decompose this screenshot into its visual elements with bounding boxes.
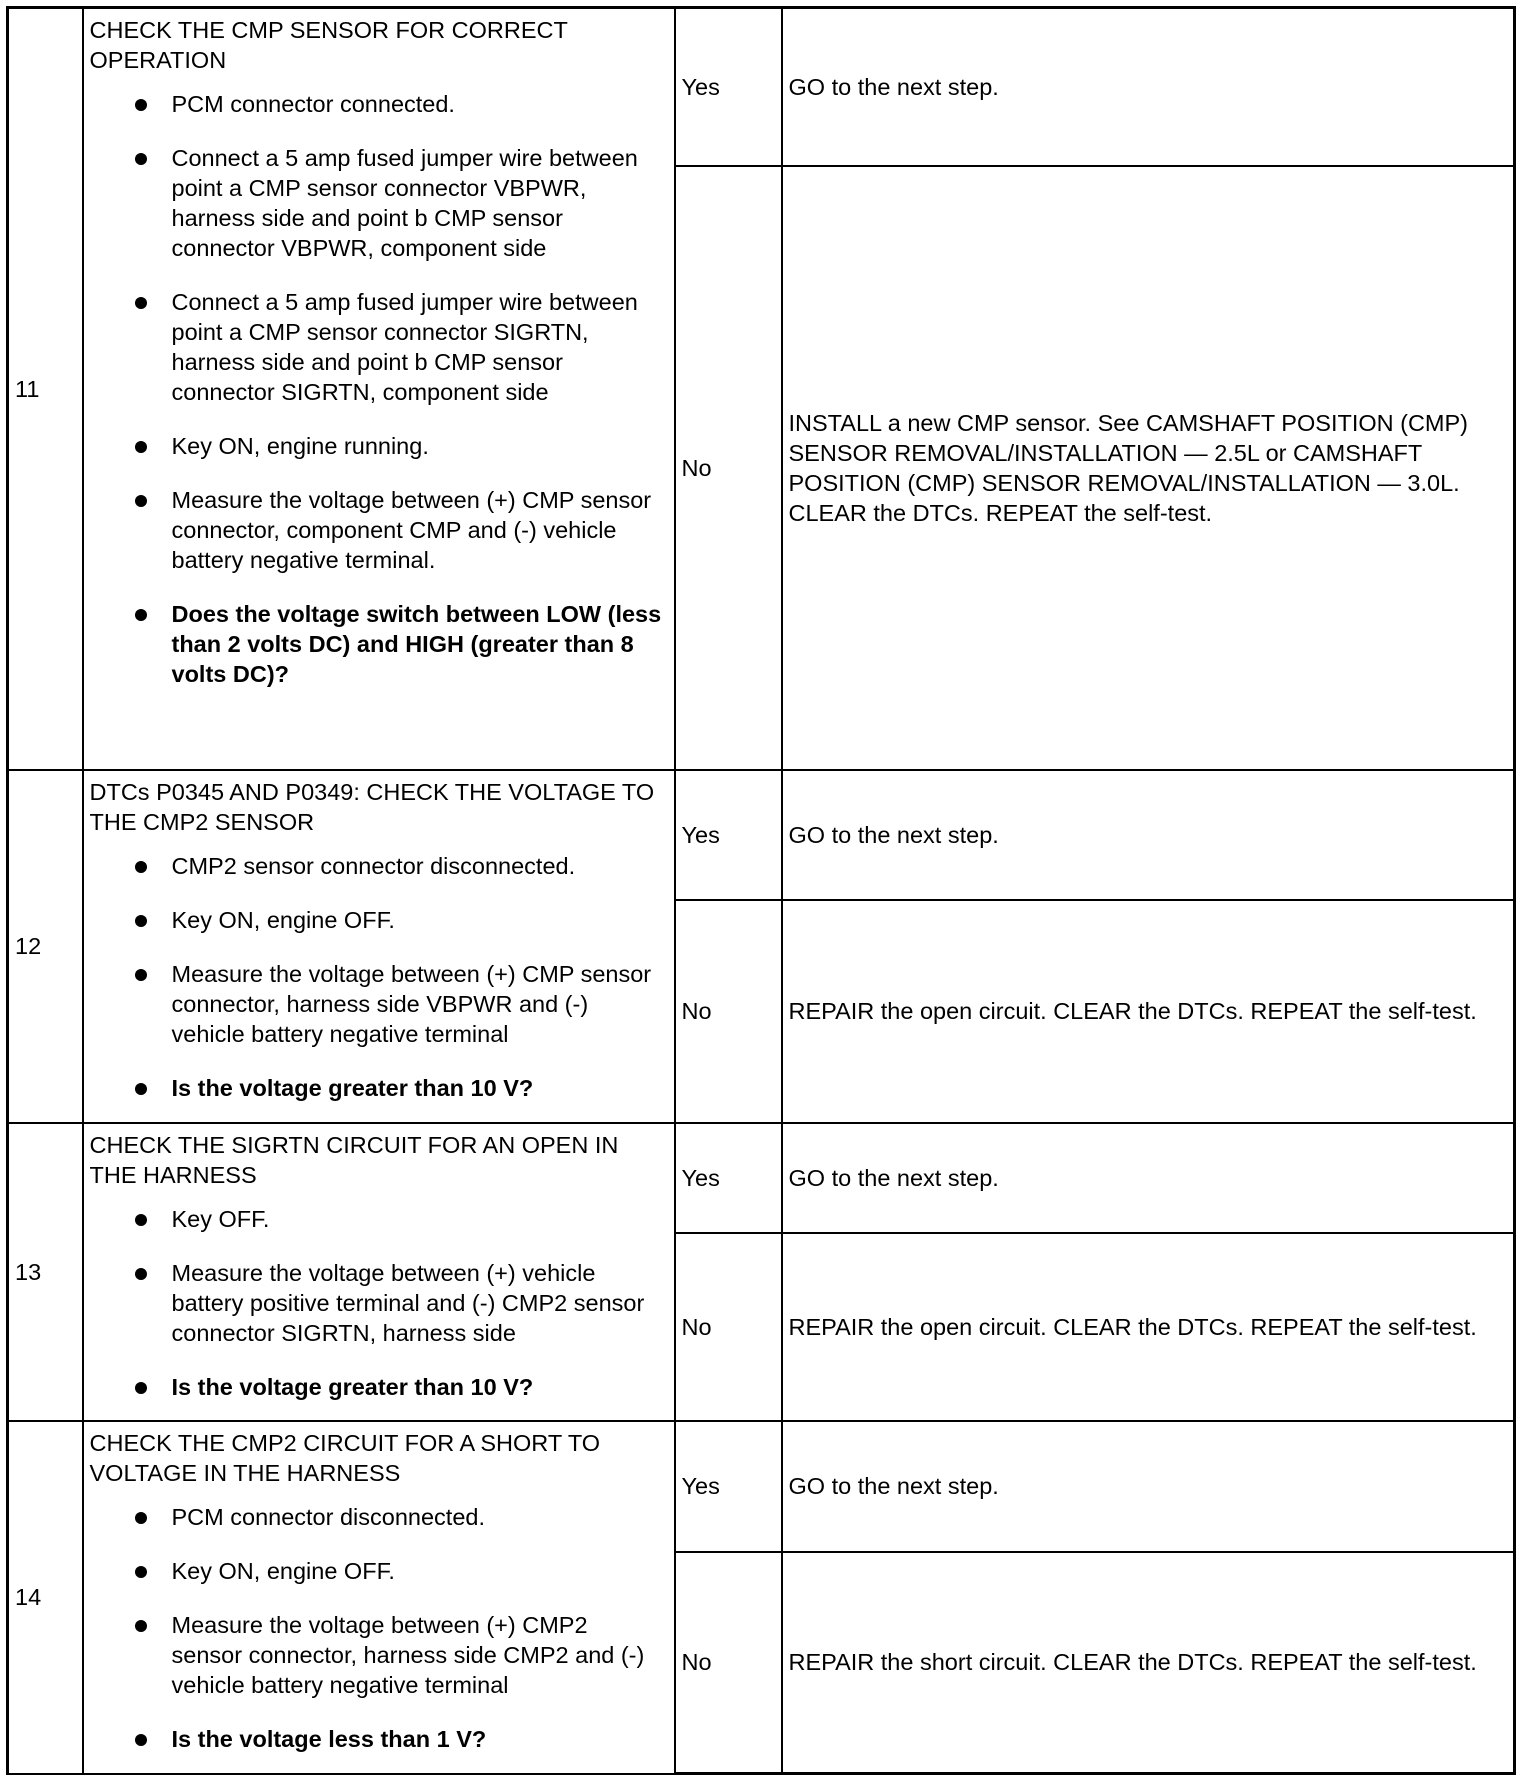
action-item: CMP2 sensor connector disconnected. (90, 851, 664, 881)
test-step-cell (83, 8, 675, 770)
step-number: 11 (8, 8, 83, 770)
answer-yes: Yes (675, 1123, 782, 1233)
step-14-yes-row (8, 1421, 1515, 1552)
step-11-yes-row (8, 8, 1515, 166)
test-step-title: CHECK THE CMP SENSOR FOR CORRECT OPERATION (89, 17, 568, 73)
test-step-actions (90, 89, 664, 689)
answer-yes: Yes (675, 770, 782, 900)
action-item: Key ON, engine running. (90, 431, 664, 461)
result-no: INSTALL a new CMP sensor. See CAMSHAFT POSITION (CMP) SENSOR REMOVAL/INSTALLATION — 2.5L or CAMSHAFT POSITION (CMP) SENSOR REMOVAL/INSTALLATION — 3.0L. CLEAR the DTCs. REPEAT the self-test. (782, 166, 1515, 770)
action-item: Key ON, engine OFF. (90, 905, 664, 935)
result-yes: GO to the next step. (782, 1123, 1515, 1233)
test-step-cell (83, 1421, 675, 1774)
result-yes: GO to the next step. (782, 8, 1515, 166)
action-item: Connect a 5 amp fused jumper wire between point a CMP sensor connector VBPWR, harness side and point b CMP sensor connector VBPWR, component side (90, 143, 664, 263)
answer-yes: Yes (675, 1421, 782, 1552)
test-question: Is the voltage greater than 10 V? (90, 1073, 664, 1103)
action-item: Measure the voltage between (+) vehicle battery positive terminal and (-) CMP2 sensor connector SIGRTN, harness side (90, 1258, 664, 1348)
action-item: Connect a 5 amp fused jumper wire between point a CMP sensor connector SIGRTN, harness side and point b CMP sensor connector SIGRTN, component side (90, 287, 664, 407)
result-no: REPAIR the open circuit. CLEAR the DTCs. REPEAT the self-test. (782, 900, 1515, 1123)
result-yes: GO to the next step. (782, 1421, 1515, 1552)
test-question: Is the voltage less than 1 V? (90, 1724, 664, 1754)
test-step-actions (90, 1204, 664, 1402)
test-step-title: DTCs P0345 AND P0349: CHECK THE VOLTAGE TO THE CMP2 SENSOR (89, 778, 655, 835)
test-step-cell (83, 770, 675, 1123)
action-item: Measure the voltage between (+) CMP2 sensor connector, harness side CMP2 and (-) vehicle battery negative terminal (90, 1610, 664, 1700)
test-step-title: CHECK THE CMP2 CIRCUIT FOR A SHORT TO VOLTAGE IN THE HARNESS (89, 1429, 601, 1486)
action-item: Measure the voltage between (+) CMP sensor connector, harness side VBPWR and (-) vehicle battery negative terminal (90, 959, 664, 1049)
action-item: Key ON, engine OFF. (90, 1556, 664, 1586)
answer-no: No (675, 900, 782, 1123)
test-question: Does the voltage switch between LOW (less than 2 volts DC) and HIGH (greater than 8 volts DC)? (90, 599, 664, 689)
step-12-yes-row (8, 770, 1515, 900)
answer-yes: Yes (675, 8, 782, 166)
result-yes: GO to the next step. (782, 770, 1515, 900)
answer-no: No (675, 1552, 782, 1774)
test-step-cell (83, 1123, 675, 1421)
step-number: 12 (8, 770, 83, 1123)
test-step-actions (90, 1502, 664, 1754)
result-no: REPAIR the short circuit. CLEAR the DTCs. REPEAT the self-test. (782, 1552, 1515, 1774)
result-no: REPAIR the open circuit. CLEAR the DTCs. REPEAT the self-test. (782, 1233, 1515, 1421)
step-13-yes-row (8, 1123, 1515, 1233)
action-item: Measure the voltage between (+) CMP sensor connector, component CMP and (-) vehicle battery negative terminal. (90, 485, 664, 575)
action-item: Key OFF. (90, 1204, 664, 1234)
diagnostic-procedure-document (6, 6, 1516, 1773)
answer-no: No (675, 1233, 782, 1421)
pinpoint-test-table (6, 6, 1516, 1775)
test-step-title: CHECK THE SIGRTN CIRCUIT FOR AN OPEN IN THE HARNESS (89, 1131, 619, 1188)
step-number: 14 (8, 1421, 83, 1774)
test-step-actions (90, 851, 664, 1103)
answer-no: No (675, 166, 782, 770)
action-item: PCM connector disconnected. (90, 1502, 664, 1532)
step-number: 13 (8, 1123, 83, 1421)
test-question: Is the voltage greater than 10 V? (90, 1372, 664, 1402)
action-item: PCM connector connected. (90, 89, 664, 119)
